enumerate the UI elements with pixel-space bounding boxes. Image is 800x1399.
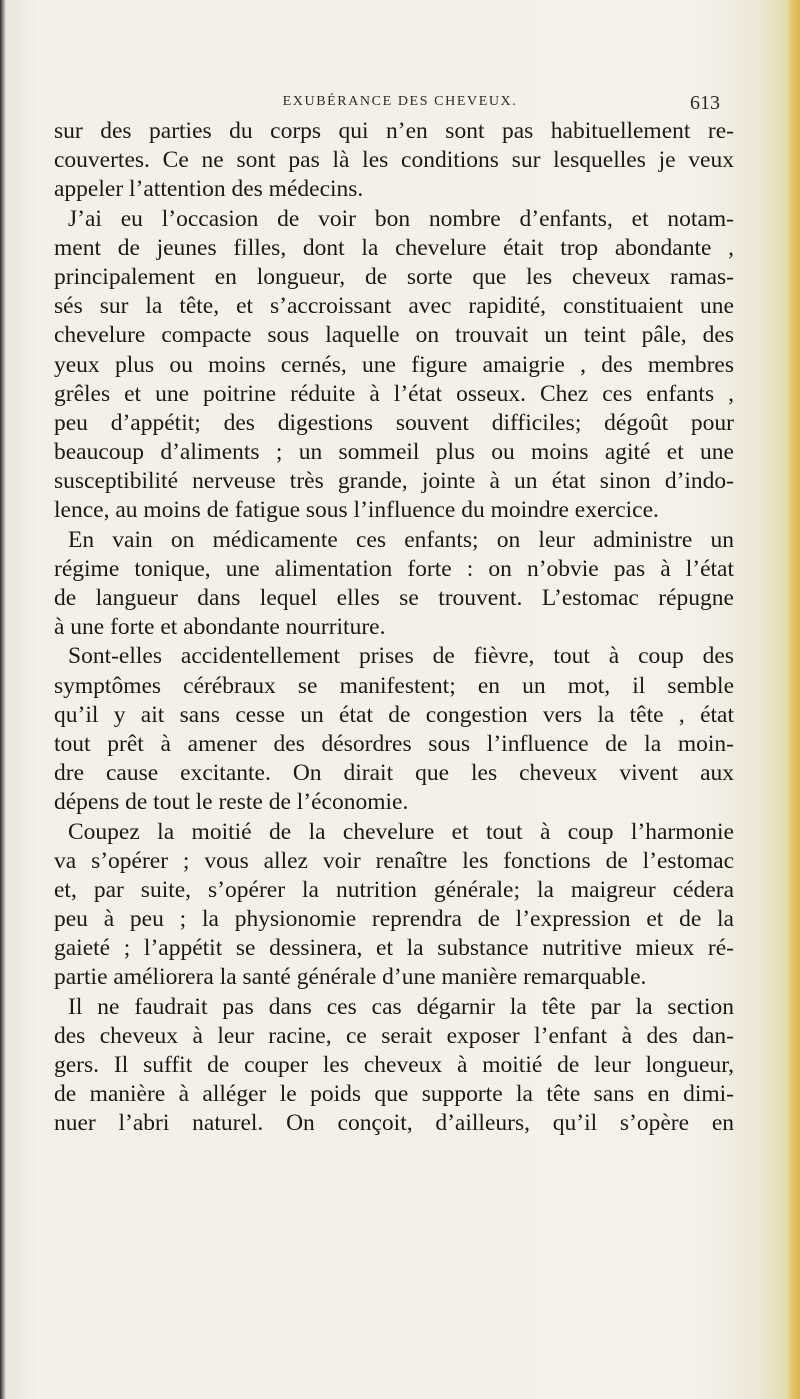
text-line: Coupez la moitié de la chevelure et tout à coup l’harmonie: [68, 818, 734, 845]
text-line: susceptibilité nerveuse très grande, jointe à un état sinon d’indo-: [54, 468, 734, 495]
running-head: EXUBÉRANCE DES CHEVEUX.: [282, 94, 518, 109]
text-line: et, par suite, s’opérer la nutrition générale; la maigreur cédera: [54, 876, 734, 903]
text-line: des cheveux à leur racine, ce serait exposer l’enfant à des dan-: [54, 1022, 734, 1049]
text-line: appeler l’attention des médecins.: [54, 176, 364, 203]
page-right-edge: [786, 0, 800, 1399]
text-line: principalement en longueur, de sorte que les cheveux ramas-: [54, 263, 734, 290]
text-line: qu’il y ait sans cesse un état de congestion vers la tête , état: [54, 701, 734, 728]
text-line: chevelure compacte sous laquelle on trouvait un teint pâle, des: [54, 322, 734, 349]
text-line: peu à peu ; la physionomie reprendra de l’expression et de la: [54, 906, 734, 933]
text-line: de langueur dans lequel elles se trouvent. L’estomac répugne: [54, 585, 734, 611]
text-line: beaucoup d’aliments ; un sommeil plus ou moins agité et une: [54, 439, 734, 466]
text-line: de manière à alléger le poids que supporte la tête sans en dimi-: [54, 1081, 734, 1108]
text-line: ment de jeunes filles, dont la chevelure était trop abondante ,: [54, 234, 734, 261]
text-line: Il ne faudrait pas dans ces cas dégarnir la tête par la section: [68, 993, 734, 1020]
text-line: symptômes cérébraux se manifestent; en un mot, il semble: [54, 672, 734, 699]
text-line: lence, au moins de fatigue sous l’influence du moindre exercice.: [54, 497, 659, 524]
text-line: sur des parties du corps qui n’en sont pas habituellement re-: [54, 118, 734, 144]
text-line: J’ai eu l’occasion de voir bon nombre d’enfants, et notam-: [68, 205, 734, 232]
text-line: sés sur la tête, et s’accroissant avec rapidité, constituaient une: [54, 293, 734, 320]
body-text: [54, 117, 734, 1139]
text-line: gers. Il suffit de couper les cheveux à moitié de leur longueur,: [54, 1052, 734, 1078]
text-line: peu d’appétit; des digestions souvent difficiles; dégoût pour: [54, 409, 734, 436]
text-line: yeux plus ou moins cernés, une figure amaigrie , des membres: [54, 351, 734, 378]
text-line: Sont-elles accidentellement prises de fièvre, tout à coup des: [68, 643, 734, 670]
text-line: partie améliorera la santé générale d’une manière remarquable.: [54, 964, 647, 991]
text-line: nuer l’abri naturel. On conçoit, d’ailleurs, qu’il s’opère en: [54, 1110, 734, 1137]
text-line: à une forte et abondante nourriture.: [54, 614, 386, 641]
page-left-edge: [0, 0, 6, 1399]
text-line: tout prêt à amener des désordres sous l’influence de la moin-: [54, 730, 734, 757]
text-line: régime tonique, une alimentation forte : on n’obvie pas à l’état: [54, 555, 734, 582]
text-line: dre cause excitante. On dirait que les cheveux vivent aux: [54, 760, 734, 787]
text-line: couvertes. Ce ne sont pas là les conditions sur lesquelles je veux: [54, 147, 734, 174]
text-line: grêles et une poitrine réduite à l’état osseux. Chez ces enfants ,: [54, 380, 734, 407]
text-line: va s’opérer ; vous allez voir renaître les fonctions de l’estomac: [54, 847, 734, 874]
page-number: 613: [690, 92, 720, 114]
text-line: En vain on médicamente ces enfants; on leur administre un: [68, 526, 734, 553]
text-line: gaieté ; l’appétit se dessinera, et la substance nutritive mieux ré-: [54, 935, 734, 962]
text-line: dépens de tout le reste de l’économie.: [54, 789, 409, 816]
